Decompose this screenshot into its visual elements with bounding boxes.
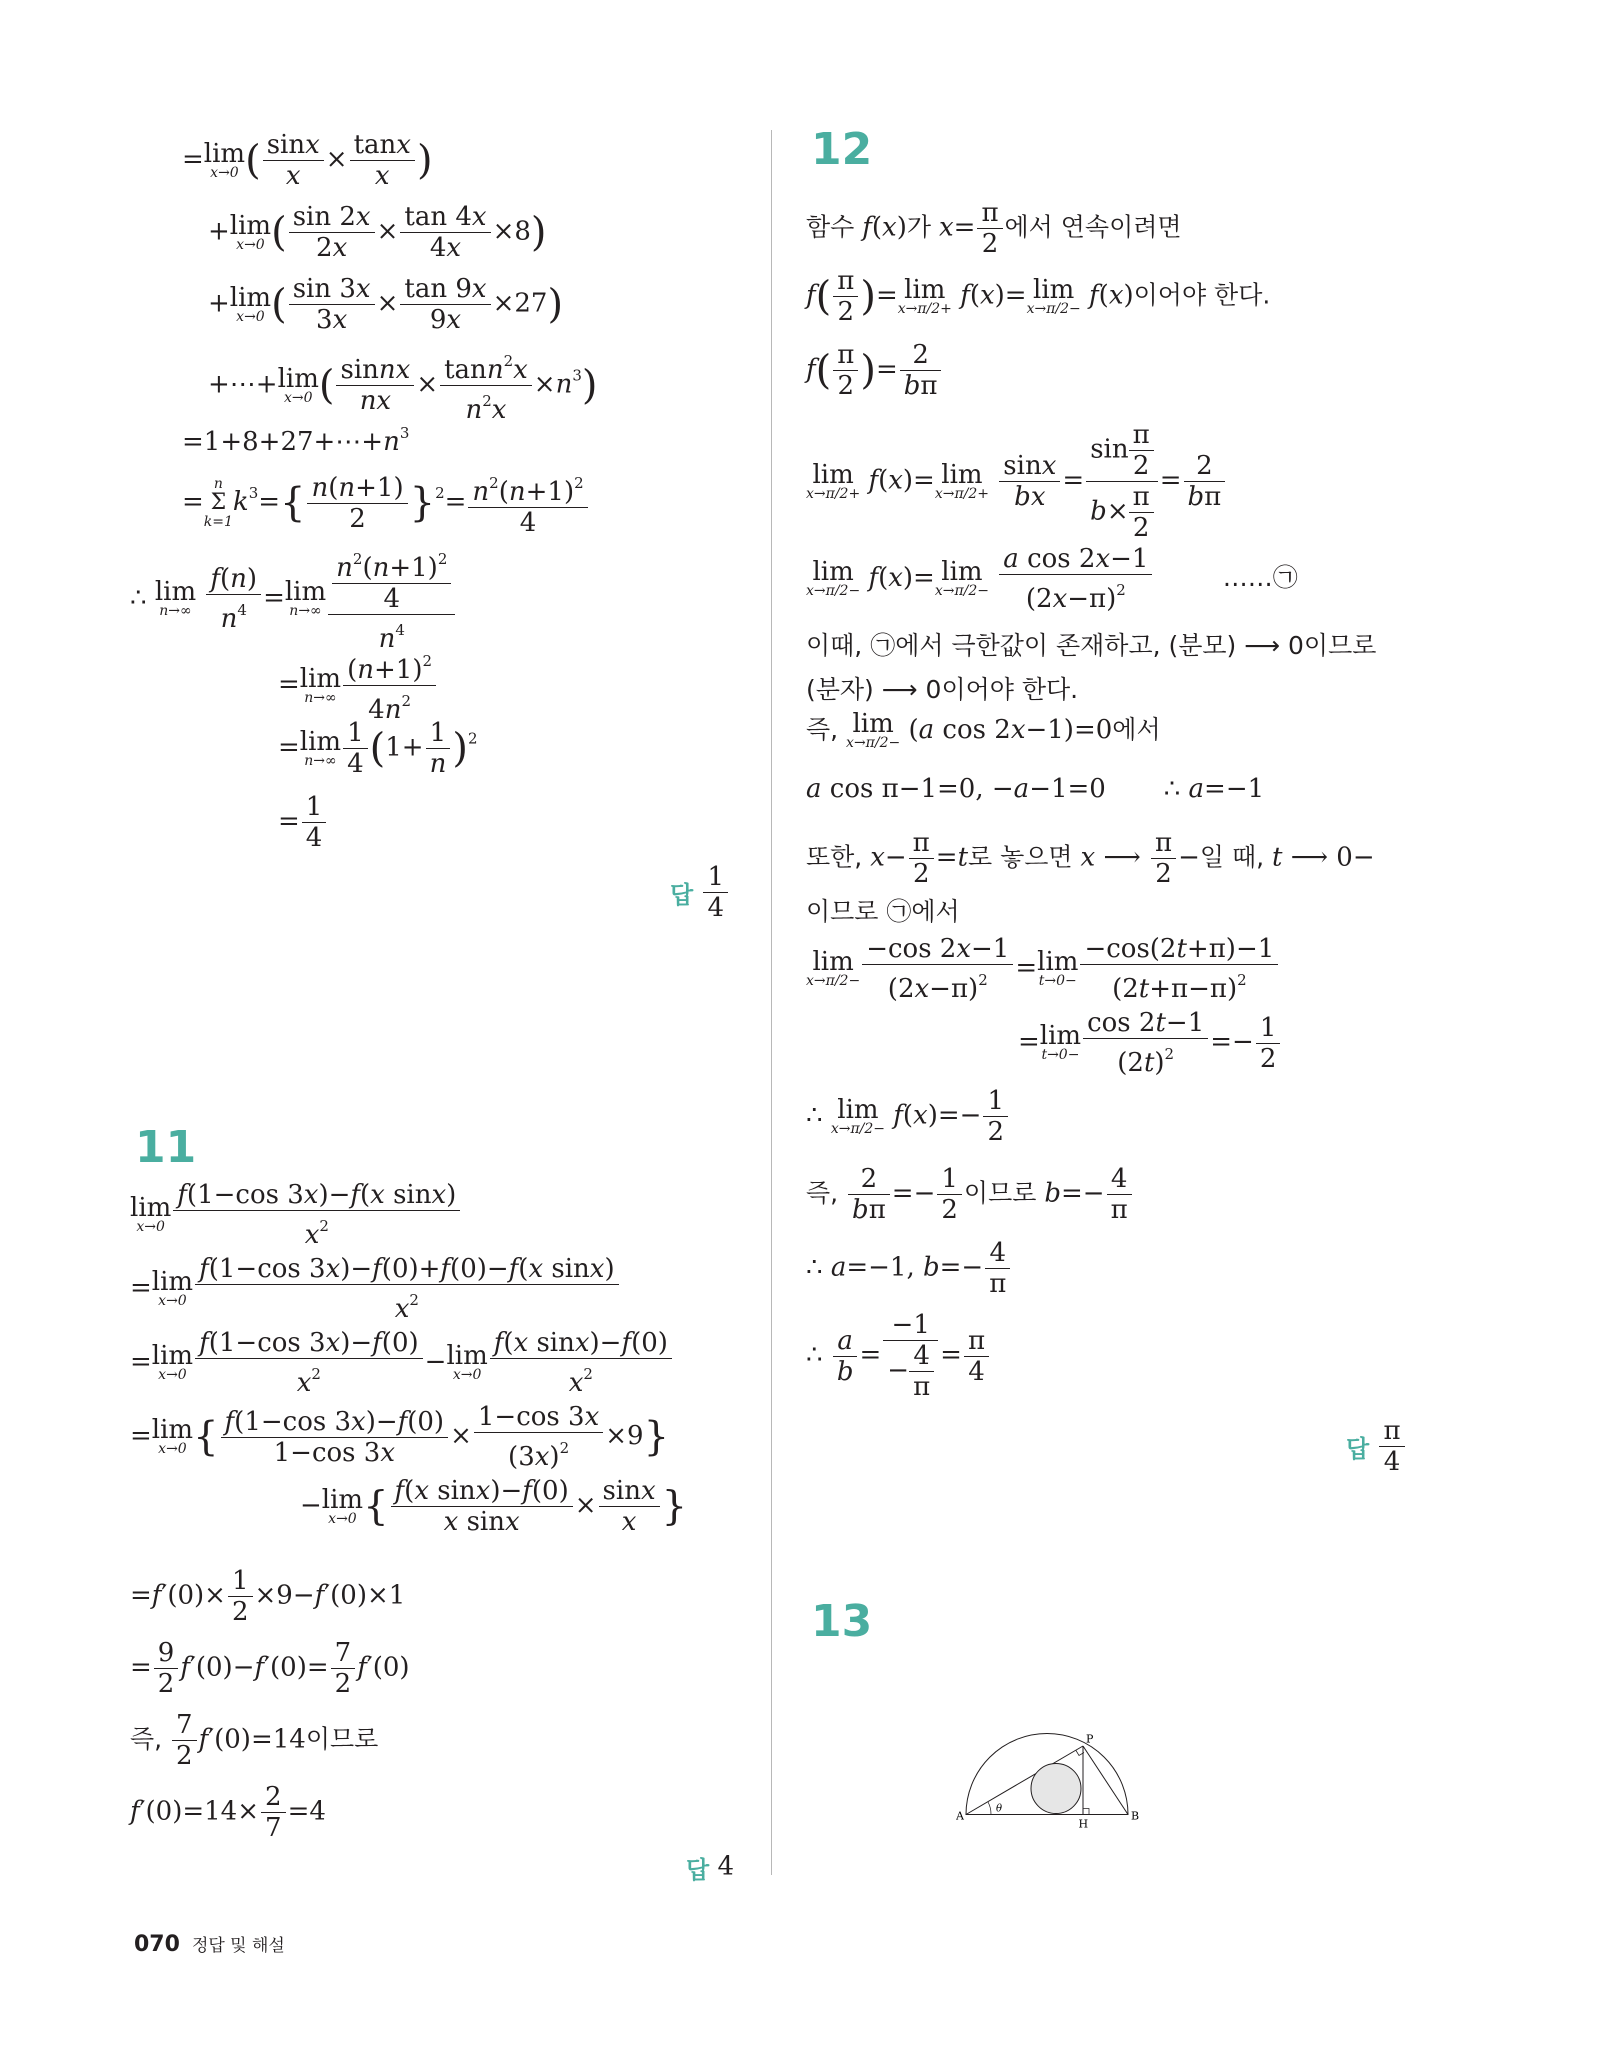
text-line: 이때, ㉠에서 극한값이 존재하고, (분모) ⟶ 0이므로 bbox=[806, 631, 1377, 660]
label-p: P bbox=[1086, 1732, 1094, 1746]
math-line: = $\frac{1}{4}$ bbox=[278, 792, 328, 853]
math-line: f( $\frac{\pi}{2}$ )= $\frac{2}{b\pi}$ bbox=[806, 340, 943, 401]
math-line: =lim x→0 ( $\frac{\sin x}{x}$ × $\frac{\tan x}{x}$ ) bbox=[182, 130, 433, 191]
math-line: 즉, $\frac{7}{2}$ f′(0)=14이므로 bbox=[130, 1710, 379, 1771]
math-line: =lim x→0 { $\frac{f(1-\cos 3x)-f(0)}{1-\cos 3x}$ × $\frac{1-\cos 3x}{(3x)^2}$ ×9} bbox=[130, 1402, 670, 1472]
label-b: B bbox=[1131, 1809, 1140, 1823]
text-line: 또한, x− $\frac{\pi}{2}$ =t로 놓으면 x ⟶ $\frac{\pi}{2}$ −일 때, t ⟶ 0− bbox=[806, 828, 1375, 889]
math-line: = $\frac{9}{2}$ f′(0)−f′(0)= $\frac{7}{2}$ f′(0) bbox=[130, 1638, 410, 1699]
math-line: lim x→0 $\frac{\text{f(1−cos 3x)−f(x sinx)}}{x^2}$ bbox=[130, 1180, 462, 1250]
math-line: lim x→π/2− f(x)= lim x→π/2− $\frac{\text{a cos 2x−1}}{(2x-\pi)^2}$ ……㉠ bbox=[806, 544, 1298, 614]
answer-label: 답 bbox=[1346, 1435, 1370, 1463]
math-line: = n Σ k=1 $k^3=${ $\frac{n(n+1)}{2}$ }$^2$= $\frac{n^2(n+1)^2}{4}$ bbox=[182, 468, 590, 538]
page-title: 정답 및 해설 bbox=[191, 1936, 285, 1956]
math-line: ∴ lim x→π/2− f(x)=− $\frac{1}{2}$ bbox=[806, 1086, 1010, 1147]
question-number-12: 12 bbox=[811, 124, 873, 175]
answer-label: 답 bbox=[686, 1856, 710, 1884]
math-line: =f′(0)× $\frac{1}{2}$ ×9−f′(0)×1 bbox=[130, 1566, 406, 1627]
math-line: =lim x→0 $\frac{f(1-\cos 3x)-f(0)}{x^2}$ −lim x→0 $\frac{\text{f(x sinx)−f(0)}}{x^2}$ bbox=[130, 1328, 674, 1398]
answer-12: 답 $\frac{\pi}{4}$ bbox=[1346, 1416, 1407, 1477]
text-line: (분자) ⟶ 0이어야 한다. bbox=[806, 675, 1079, 704]
semicircle-diagram bbox=[956, 1672, 1156, 1882]
answer-10: 답 $\frac{1}{4}$ bbox=[670, 862, 730, 923]
math-line: −lim x→0 { $\frac{\text{f(x sinx)−f(0)}}{\text{x sinx}}$ × $\frac{\sin x}{x}$ } bbox=[300, 1476, 688, 1537]
math-line: lim x→π/2− $\frac{-\cos 2x-1}{(2x-\pi)^2}$ =lim t→0− $\frac{-\cos(2t+\pi)-1}{(2t+\pi-\pi)^2}$ bbox=[806, 934, 1280, 1004]
math-line: f′(0)=14× $\frac{2}{7}$ =4 bbox=[130, 1782, 326, 1843]
question-number-11: 11 bbox=[135, 1122, 197, 1173]
math-line: =lim n→∞ $\frac{(n+1)^2}{4n^2}$ bbox=[278, 646, 438, 725]
math-line: +lim x→0 ( $\frac{\sin 3x}{3x}$ × $\frac{\tan 9x}{9x}$ ×27) bbox=[208, 274, 564, 335]
label-a: A bbox=[956, 1809, 964, 1823]
page-number: 070 bbox=[134, 1932, 180, 1957]
math-line: lim x→π/2+ f(x)= lim x→π/2+ $\frac{\sin x}{bx}$ = sin $\frac{\pi}{2}$ b× $\frac{\pi}{2}$ = $\frac{2}{b\pi}$ bbox=[806, 420, 1227, 543]
text-line: 함수 f(x)가 x= $\frac{\pi}{2}$ 에서 연속이려면 bbox=[806, 198, 1182, 259]
column-divider bbox=[771, 130, 772, 1875]
math-line: f( $\frac{\pi}{2}$ )= lim x→π/2+ f(x)= lim x→π/2− f(x)이어야 한다. bbox=[806, 266, 1271, 327]
math-line: =lim n→∞ $\frac{1}{4}$ (1+ $\frac{1}{n}$ )$^2$ bbox=[278, 718, 478, 779]
label-h: H bbox=[1078, 1817, 1089, 1831]
answer-11: 답 4 bbox=[686, 1851, 734, 1884]
label-theta: θ bbox=[996, 1803, 1003, 1815]
page-footer bbox=[134, 1928, 285, 1958]
math-line: $=1+8+27+\cdots+n^3$ bbox=[182, 424, 410, 457]
math-line: +⋯+lim x→0 ( $\frac{\text{sinnx}}{nx}$ × $\frac{\tan n^2x}{n^2x}$ $\times n^3$) bbox=[208, 346, 597, 425]
question-number-13: 13 bbox=[811, 1596, 873, 1647]
text-line: 이므로 ㉠에서 bbox=[806, 897, 960, 926]
math-line: =lim t→0− $\frac{\cos 2t-1}{(2t)^2}$ =− $\frac{1}{2}$ bbox=[1018, 1008, 1282, 1078]
text-line: 즉, $\frac{2}{b\pi}$ =− $\frac{1}{2}$ 이므로 b=− $\frac{4}{\pi}$ bbox=[806, 1164, 1134, 1225]
math-line: ∴ a=−1, b=− $\frac{4}{\pi}$ bbox=[806, 1238, 1012, 1299]
math-line: ∴ $\frac{a}{b}$ = −1 − $\frac{4}{\pi}$ = $\frac{\pi}{4}$ bbox=[806, 1310, 991, 1402]
math-line: +lim x→0 ( $\frac{\sin 2x}{2x}$ × $\frac{\tan 4x}{4x}$ ×8) bbox=[208, 202, 547, 263]
math-line: a cos π−1=0, −a−1=0 ∴ a=−1 bbox=[806, 774, 1265, 804]
math-line: =lim x→0 $\frac{\text{f(1−cos 3x)−f(0)+f(0)−f(x sinx)}}{x^2}$ bbox=[130, 1254, 621, 1324]
answer-label: 답 bbox=[670, 881, 694, 909]
text-line: 즉, lim x→π/2− (a cos 2x−1)=0에서 bbox=[806, 709, 1161, 751]
math-line: ∴ lim n→∞ $\frac{f(n)}{n^4}$ =lim n→∞ $\frac{\frac{n^2(n+1)^2}{4}}{n^4}$ bbox=[130, 544, 457, 654]
